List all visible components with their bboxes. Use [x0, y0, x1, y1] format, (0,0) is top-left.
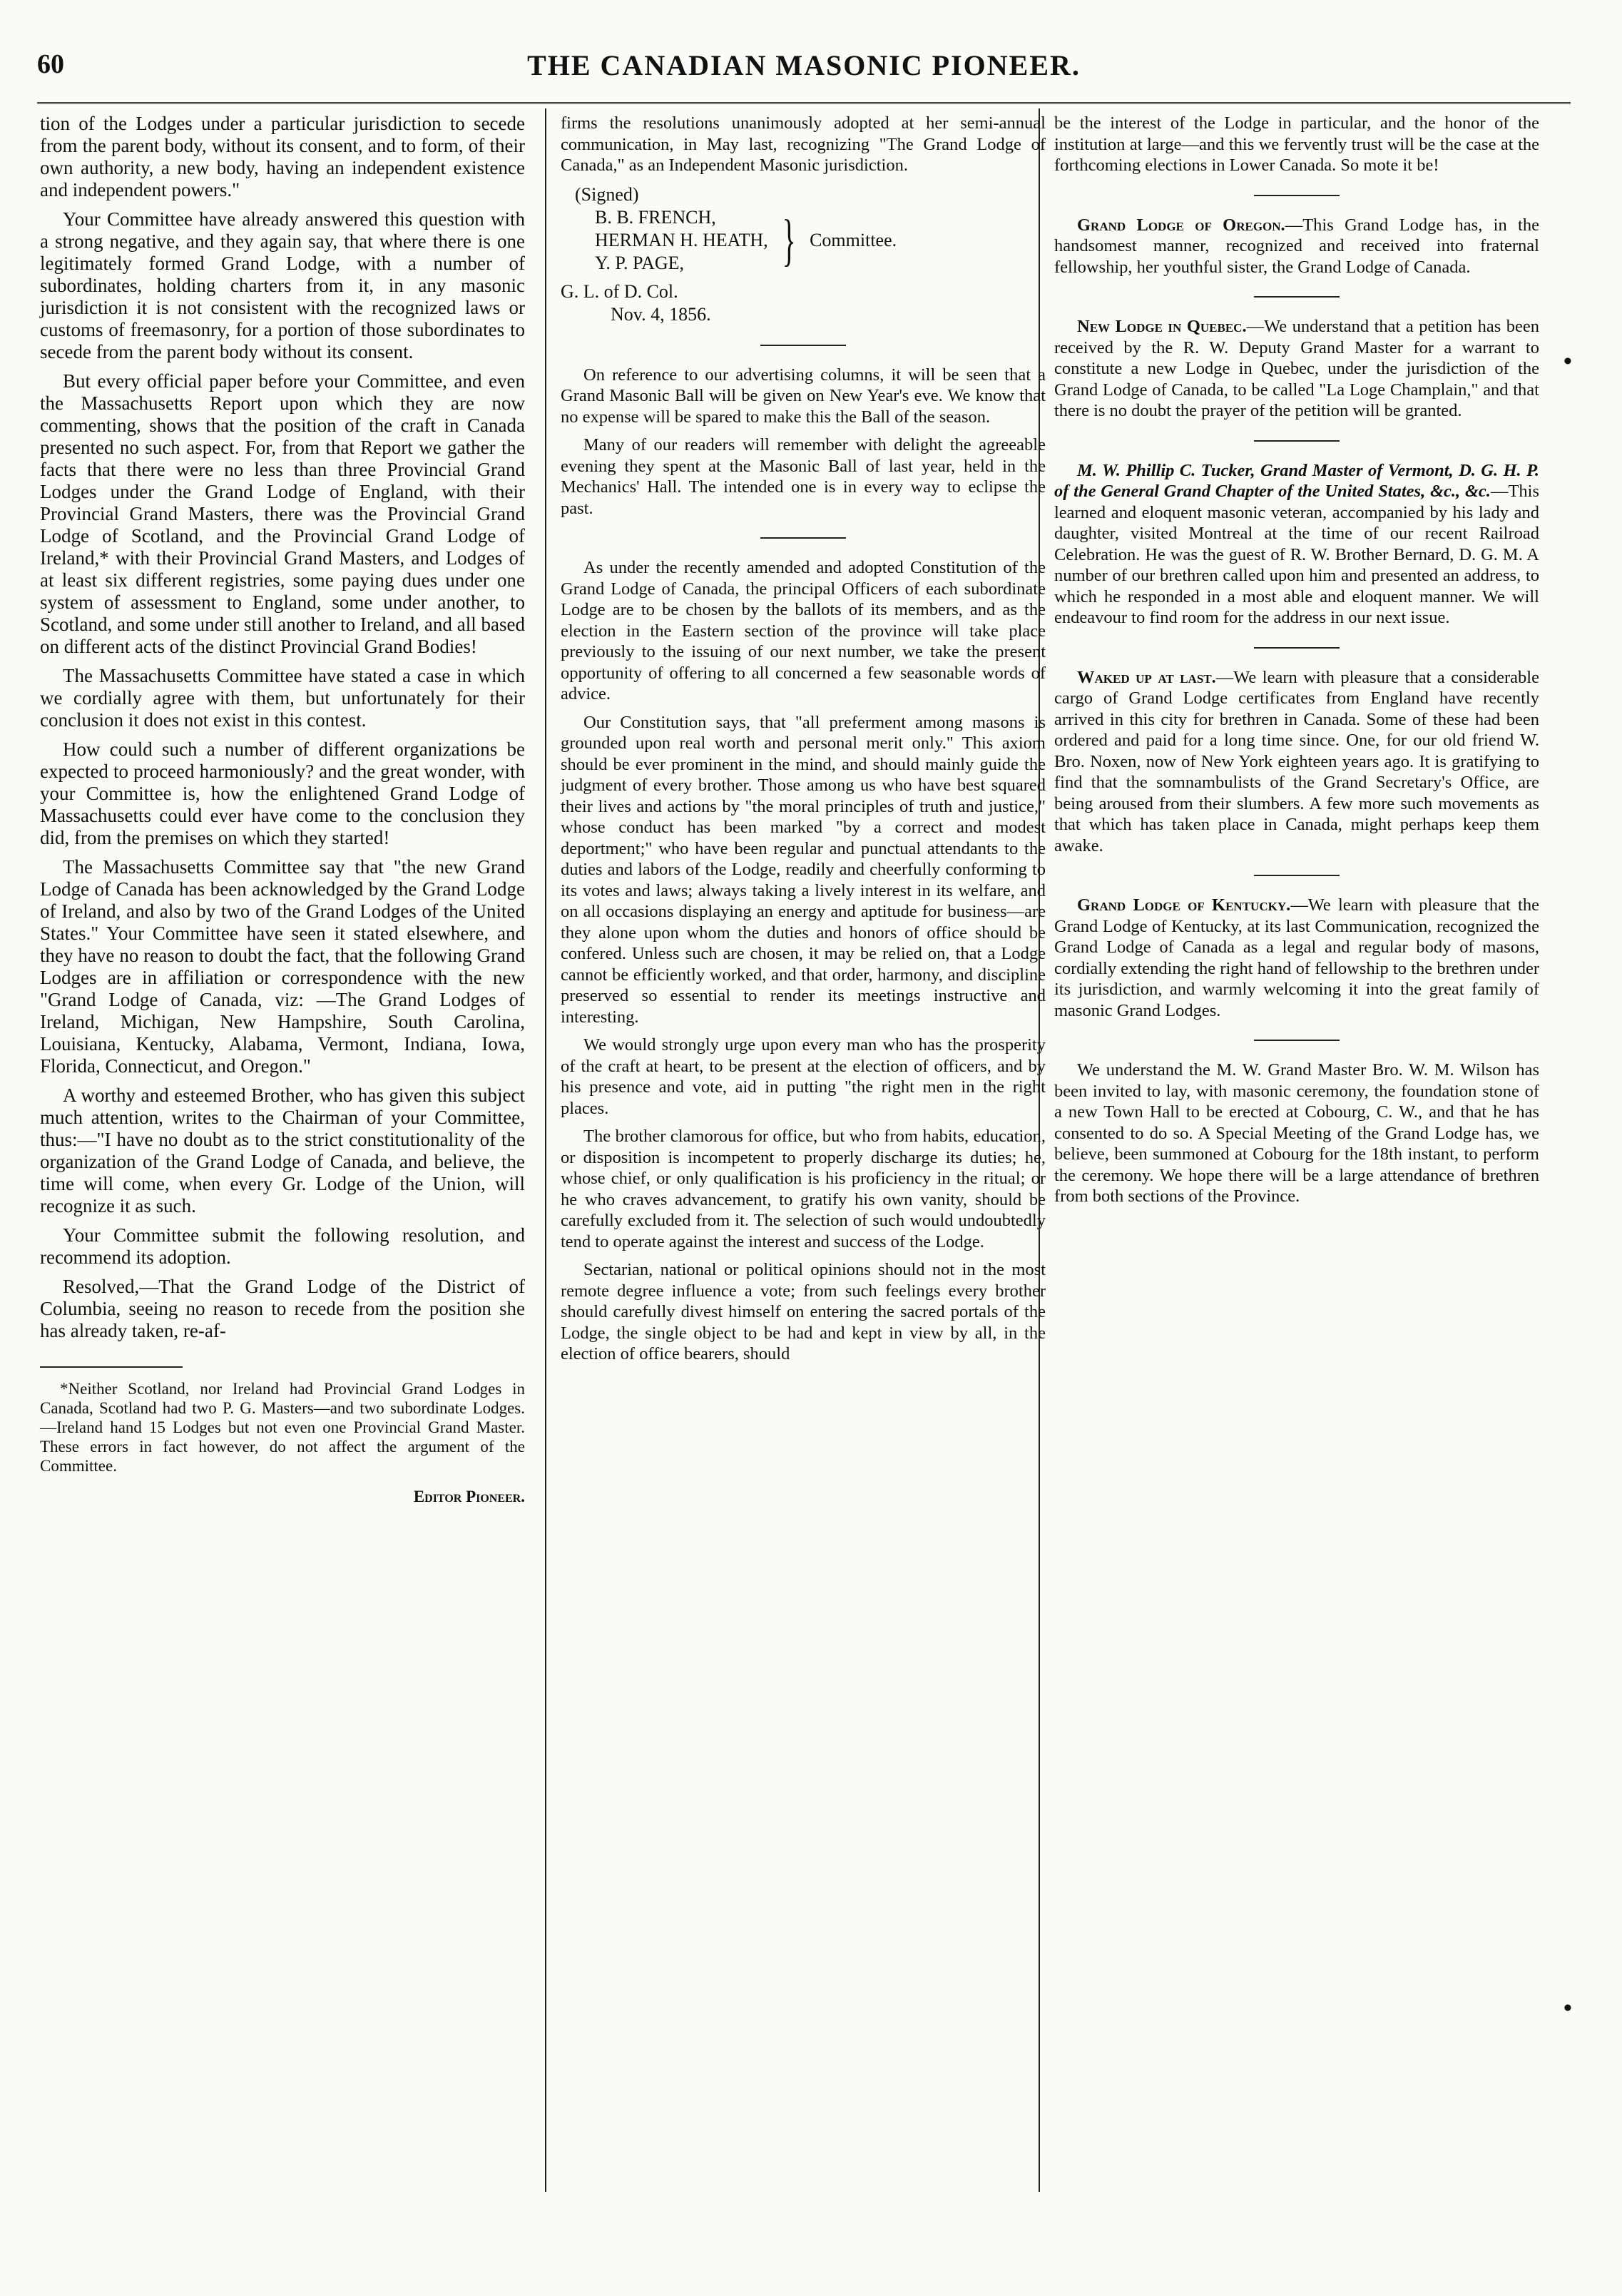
footnote-rule — [40, 1366, 183, 1368]
paragraph: tion of the Lodges under a particular jurisdiction to secede from the parent body, without its consent, and to form, of their own authority, a new body, having an independent existence and independent powers." — [40, 113, 525, 200]
signature-date: Nov. 4, 1856. — [611, 303, 711, 325]
section-divider — [1254, 875, 1340, 876]
item-body: —We understand that a petition has been received by the R. W. Deputy Grand Master for a warrant to constitute a new Lodge in Quebec, under the jurisdiction of the Grand Lodge of Canada, to be called "La Loge Champlain," and that there is no doubt the prayer of the petition will be granted. — [1054, 317, 1539, 420]
signatory: HERMAN H. HEATH, — [595, 229, 768, 250]
paragraph: We would strongly urge upon every man who has the prosperity of the craft at heart, to be present at the election of officers, and by his presence and vote, aid in putting "the right men in the right places. — [561, 1035, 1046, 1118]
item-heading: Waked up at last. — [1077, 667, 1216, 687]
news-item-cobourg: We understand the M. W. Grand Master Bro. W. M. Wilson has been invited to lay, with masonic ceremony, the foundation stone of a new Town Hall to be erected at Cobourg, C. W., and that he has consented to do so. A Special Meeting of the Grand Lodge has, we believe, been summoned at Cobourg for the 18th instant, to perform the ceremony. We hope there will be a large attendance of brethren from both sections of the Province. — [1054, 1060, 1539, 1206]
item-body: —We learn with pleasure that a considerable cargo of Grand Lodge certificates from England have recently arrived in this city for brethren in Canada. Some of these had been ordered and paid for a long time since. One, for our old friend W. Bro. Noxen, now of New York eighteen years ago. It is gratifying to find that the somnambulists of the Grand Secretary's Office, are being aroused from their slumbers. A few more such movements as that which has taken place in Canada, might perhaps keep them awake. — [1054, 667, 1539, 855]
paragraph: How could such a number of different organizations be expected to proceed harmoniously? and the great wonder, with your Committee is, how the enlightened Grand Lodge of Massachusetts could ever have come to the conclusion they did, from the premises on which they started! — [40, 738, 525, 848]
section-divider — [1254, 440, 1340, 442]
paragraph: Resolved,—That the Grand Lodge of the District of Columbia, seeing no reason to recede from the position she has already taken, re-af- — [40, 1276, 525, 1341]
news-item-kentucky — [1054, 895, 1539, 1021]
item-heading: Grand Lodge of Kentucky. — [1077, 895, 1291, 915]
section-divider — [760, 537, 846, 539]
paragraph: firms the resolutions unanimously adopted at her semi-annual communication, in May last, recognizing "The Grand Lodge of Canada," as an Independent Masonic jurisdiction. — [561, 113, 1046, 175]
section-divider — [1254, 1040, 1340, 1041]
paragraph: Our Constitution says, that "all preferment among masons is grounded upon real worth and personal merit only." This axiom should be ever prominent in the mind, and should mainly guide the judgment of every brother. Those among us who have best squared their lives and actions by "the moral principles of truth and justice," whose conduct has been marked "by a correct and modest deportment;" who have been regular and punctual attendants to the duties and labors of the Lodge, readily and cheerfully conforming to its votes and laws; always taking a lively interest in its welfare, and on all occasions displaying an energy and aptitude for business—are they alone upon whom the duties and honors of office should be confered. Unless such are chosen, it may be relied on, that a Lodge cannot be efficiently worked, and that order, harmony, and discipline preserved so essential to render its meetings instructive and interesting. — [561, 712, 1046, 1027]
signed-label: (Signed) — [575, 183, 639, 205]
item-body: —This learned and eloquent masonic veteran, accompanied by his lady and daughter, visited Montreal at the time of our recent Railroad Celebration. He was the guest of R. W. Brother Bernard, D. G. M. A number of our brethren called upon him and presented an address, to which he responded in a most able and eloquent manner. We will endeavour to find room for the address in our next issue. — [1054, 482, 1539, 627]
paragraph: Your Committee have already answered this question with a strong negative, and they again say, that where there is one legitimately formed Grand Lodge, with a number of subordinates, holding charters from it, in any masonic jurisdiction it is not consistent with the recognized laws or customs of freemasonry, for a portion of those subordinates to secede from the parent body without its consent. — [40, 208, 525, 362]
paragraph: But every official paper before your Committee, and even the Massachusetts Report upon which they are now commenting, shows that the position of the craft in Canada presented no such aspect. For, from that Report we gather the facts that there were no less than three Provincial Grand Lodges under the Grand Lodge of England, with their Provincial Grand Masters, there was the Provincial Grand Lodge of Scotland, and the Provincial Grand Lodge of Ireland,* with their Provincial Grand Masters, and Lodges of at least six different registries, some paying dues under one system of assessment to England, some under another, to Scotland, and some under still another to Ireland, and all based on different acts of the distinct Provincial Grand Bodies! — [40, 370, 525, 657]
section-divider — [1254, 647, 1340, 649]
news-item-tucker — [1054, 460, 1539, 629]
news-item-waked — [1054, 667, 1539, 857]
column-2 — [561, 113, 1046, 1372]
paragraph: Sectarian, national or political opinions should not in the most remote degree influence a vote; from such feelings every brother should carefully divest himself on entering the sacred portals of the Lodge, the single object to be had and kept in view by all, in the election of office bearers, should — [561, 1260, 1046, 1363]
paragraph: be the interest of the Lodge in particular, and the honor of the institution at large—and this we fervently trust will be the case at the forthcoming elections in Lower Canada. So mote it be! — [1054, 113, 1539, 175]
margin-mark: • — [1564, 348, 1572, 375]
paragraph: Many of our readers will remember with delight the agreeable evening they spent at the Masonic Ball of last year, held in the Mechanics' Hall. The intended one is in every way to eclipse the past. — [561, 435, 1046, 518]
news-item-oregon — [1054, 215, 1539, 278]
paragraph: As under the recently amended and adopted Constitution of the Grand Lodge of Canada, the principal Officers of each subordinate Lodge are to be chosen by the ballots of its members, and as the election in the Eastern section of the province will take place previously to the issuing of our next number, we take the present opportunity of offering to all concerned a few seasonable words of advice. — [561, 558, 1046, 703]
section-divider — [1254, 296, 1340, 298]
column-3 — [1054, 113, 1539, 1214]
column-1 — [40, 113, 525, 1508]
paragraph: Your Committee submit the following resolution, and recommend its adoption. — [40, 1224, 525, 1268]
top-rule — [37, 102, 1571, 104]
news-item-quebec — [1054, 316, 1539, 422]
item-heading: M. W. Phillip C. Tucker, Grand Master of Vermont, D. G. H. P. of the General Grand Chapter of the United States, &c., &c. — [1054, 460, 1539, 501]
signature-block — [561, 183, 1046, 326]
signature-place: G. L. of D. Col. — [561, 280, 678, 302]
paragraph: The brother clamorous for office, but who from habits, education, or disposition is incompetent to properly discharge its duties; he, whose chief, or only qualification is his proficiency in the ritual; or he who craves advancement, to gratify his own vanity, should be carefully excluded from it. The selection of such would undoubtedly tend to operate against the interest and success of the Lodge. — [561, 1127, 1046, 1251]
committee-label: Committee. — [810, 229, 897, 250]
item-heading: New Lodge in Quebec. — [1077, 317, 1247, 336]
brace-icon: } — [782, 208, 796, 272]
paragraph: The Massachusetts Committee have stated a case in which we cordially agree with them, but unfortunately for their conclusion it does not exist in this contest. — [40, 665, 525, 731]
item-body: —We learn with pleasure that the Grand Lodge of Kentucky, at its last Communication, recognized the Grand Lodge of Canada as a legal and regular body of masons, cordially extending the right hand of fellowship to the brethren under its jurisdiction, and warmly welcoming it into the great family of masonic Grand Lodges. — [1054, 895, 1539, 1020]
editor-signature: Editor Pioneer. — [413, 1488, 525, 1505]
section-divider — [1254, 195, 1340, 196]
masthead — [37, 49, 1571, 86]
footnote: *Neither Scotland, nor Ireland had Provincial Grand Lodges in Canada, Scotland had two P. G. Masters—and two subordinate Lodges.—Ireland hand 15 Lodges but not even one Provincial Grand Master. These errors in fact however, do not affect the argument of the Committee. — [40, 1380, 525, 1475]
signatory: B. B. FRENCH, — [595, 206, 716, 228]
signatories — [561, 206, 1046, 275]
signatory: Y. P. PAGE, — [595, 252, 685, 273]
paragraph: A worthy and esteemed Brother, who has given this subject much attention, writes to the Chairman of your Committee, thus:—"I have no doubt as to the strict constitutionality of the organization of the Grand Lodge of Canada, and believe, the time will come, when every Gr. Lodge of the Union, will recognize it as such. — [40, 1084, 525, 1216]
item-heading: Grand Lodge of Oregon. — [1077, 215, 1285, 235]
section-divider — [760, 345, 846, 346]
signatory-names — [561, 206, 768, 275]
paragraph: The Massachusetts Committee say that "the new Grand Lodge of Canada has been acknowledged by the Grand Lodge of Ireland, and also by two of the Grand Lodges of the United States." Your Committee have seen it stated elsewhere, and they have no reason to doubt the fact, that the following Grand Lodges are in affiliation or correspondence with the new "Grand Lodge of Canada, viz: —The Grand Lodges of Ireland, Michigan, New Hampshire, South Carolina, Louisiana, Kentucky, Alabama, Vermont, Indiana, Iowa, Florida, Connecticut, and Oregon." — [40, 856, 525, 1077]
column-divider — [545, 108, 546, 2192]
paragraph: On reference to our advertising columns, it will be seen that a Grand Masonic Ball will be given on New Year's eve. We know that no expense will be spared to make this the Ball of the season. — [561, 365, 1046, 427]
margin-mark: • — [1564, 1995, 1572, 2021]
page-number: 60 — [37, 49, 64, 79]
running-title: THE CANADIAN MASONIC PIONEER. — [527, 49, 1081, 81]
item-body: —This Grand Lodge has, in the handsomest manner, recognized and received into fraternal fellowship, her youthful sister, the Grand Lodge of Canada. — [1054, 215, 1539, 277]
